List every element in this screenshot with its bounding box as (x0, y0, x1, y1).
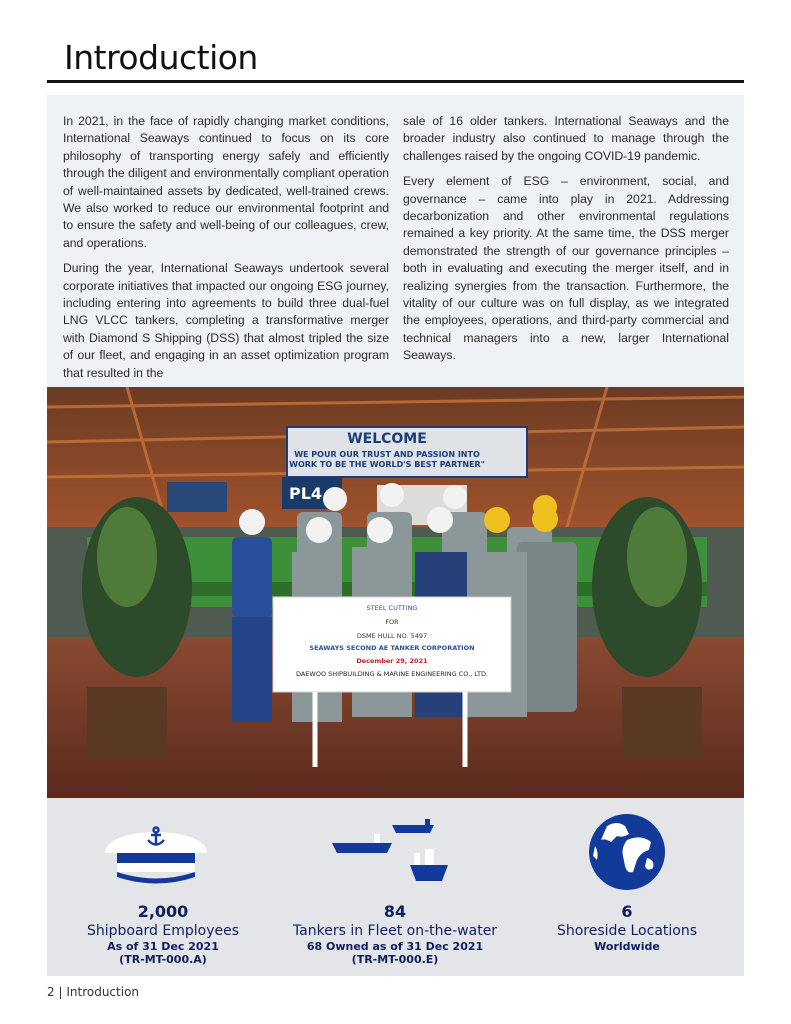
stat-label: Shipboard Employees (86, 923, 240, 939)
stat-shipboard-employees (47, 902, 279, 966)
footer-section: Introduction (66, 985, 140, 999)
stat-value: 2,000 (137, 902, 189, 921)
paragraph: In 2021, in the face of rapidly changing market conditions, International Seaways continued to focus on its core philosophy of transporting energy safely and efficiently through the diligent and environmentally compliant operation of well-maintained assets by dedicated, well-trained crews. We also worked to reduce our environmental footprint and to ensure the safety and well-being of our colleagues, crew, and operations. (63, 114, 389, 250)
body-column-right (403, 113, 729, 373)
machine-label: PL4 (289, 484, 323, 503)
footer-separator: | (58, 985, 63, 999)
welcome-banner-line1: WE POUR OUR TRUST AND PASSION INTO (294, 450, 480, 459)
stat-shoreside-locations (511, 902, 743, 953)
stat-value: 84 (383, 902, 407, 921)
stat-sub: As of 31 Dec 2021 (107, 940, 219, 953)
sign-line-1: STEEL CUTTING (366, 604, 418, 612)
sign-line-5: December 29, 2021 (356, 657, 428, 665)
captain-hat-icon (103, 815, 209, 885)
stat-label: Shoreside Locations (556, 923, 698, 939)
title-rule (47, 80, 744, 83)
stat-sub: (TR-MT-000.E) (351, 953, 439, 966)
stat-sub: (TR-MT-000.A) (119, 953, 207, 966)
sign-line-2: FOR (385, 618, 399, 626)
body-column-left (63, 113, 389, 390)
sign-line-6: DAEWOO SHIPBUILDING & MARINE ENGINEERING CO., LTD. (295, 670, 489, 678)
ceremony-photo (47, 387, 744, 798)
tanker-ships-icon (330, 815, 450, 885)
page-title: Introduction (64, 38, 258, 77)
welcome-banner-line2: WORK TO BE THE WORLD'S BEST PARTNER" (289, 460, 485, 469)
welcome-banner-title: WELCOME (347, 431, 427, 447)
stat-tankers-in-fleet (279, 902, 511, 966)
stat-sub: 68 Owned as of 31 Dec 2021 (306, 940, 484, 953)
page-footer (47, 985, 139, 999)
paragraph: Every element of ESG – environment, social, and governance – came into play in 2021. Addressing decarbonization and other environmental regulations remained a key priority. At the same time, the DSS merger demonstrated the strength of our governance principles – both in evaluating and executing the merger itself, and in realizing synergies from the transaction. Furthermore, the vitality of our culture was on full display, as we integrated the employees, operations, and third-party commercial and technical managers into a new, larger International Seaways. (403, 174, 729, 363)
stat-value: 6 (621, 902, 633, 921)
globe-icon (587, 812, 667, 892)
sign-line-3: DSME HULL NO. 5497 (356, 632, 428, 640)
page-number: 2 (47, 985, 55, 999)
stat-sub: Worldwide (594, 940, 660, 953)
paragraph: During the year, International Seaways undertook several corporate initiatives that impacted our ongoing ESG journey, including entering into agreements to build three dual-fuel LNG VLCC tankers, completing a transformative merger with Diamond S Shipping (DSS) that almost tripled the size of our fleet, and engaging in an asset optimization program that resulted in the (63, 261, 389, 380)
paragraph: sale of 16 older tankers. International Seaways and the broader industry also continued to manage through the challenges raised by the ongoing COVID-19 pandemic. (403, 114, 729, 163)
stat-label: Tankers in Fleet on-the-water (292, 923, 498, 939)
sign-line-4: SEAWAYS SECOND AE TANKER CORPORATION (309, 644, 475, 652)
